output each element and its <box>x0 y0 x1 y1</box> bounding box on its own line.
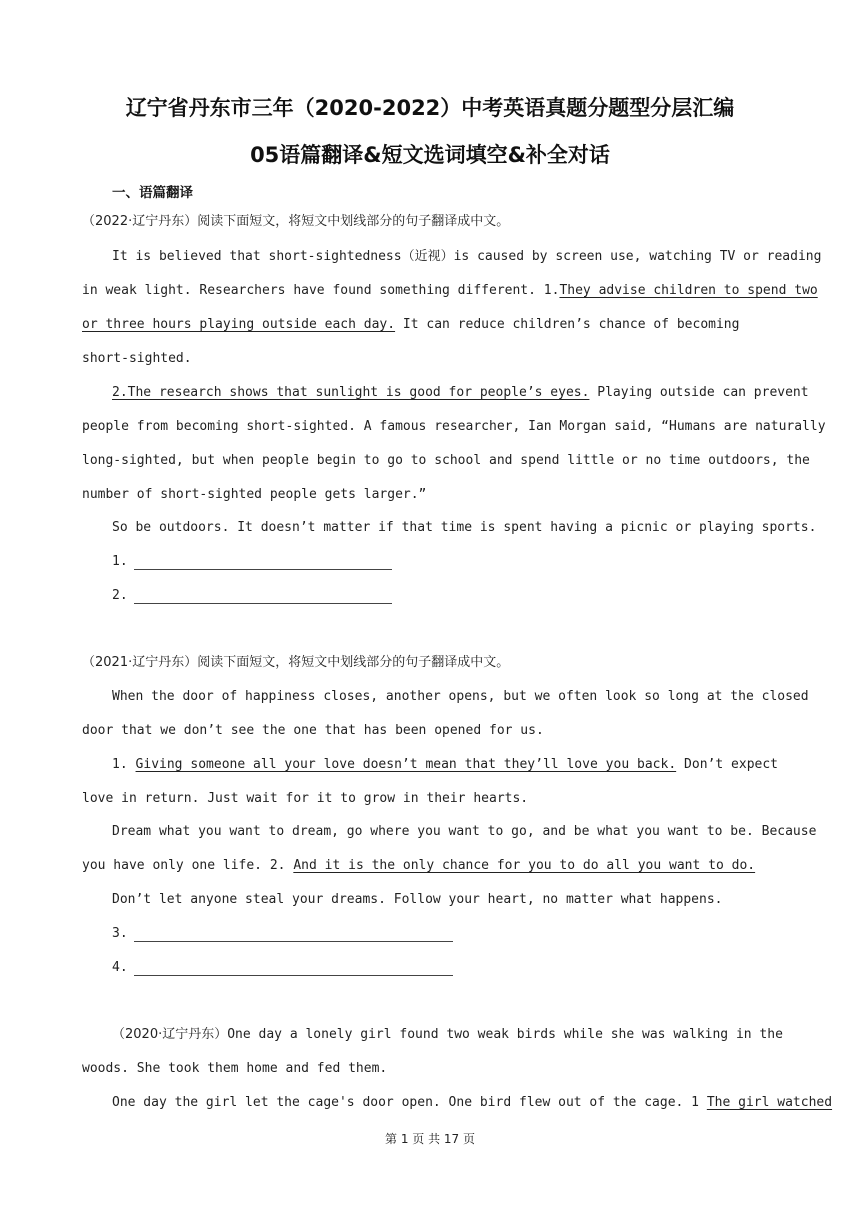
q3-p2-line1 <box>112 1094 833 1112</box>
section-heading: 一、语篇翻译 <box>112 185 193 201</box>
q2-p3-line1: Dream what you want to dream, go where you want to go, and be what you want to be. Because <box>112 824 817 839</box>
document-subtitle: 05语篇翻译&短文选词填空&补全对话 <box>250 143 610 167</box>
q1-underlined-sentence-1a: They advise children to spend two <box>559 283 818 298</box>
q2-p2-line1-text: Don’t expect <box>676 757 779 772</box>
q1-p1-line1: It is believed that short-sightedness（近视）is caused by screen use, watching TV or reading <box>112 249 822 264</box>
page-footer: 第 1 页 共 17 页 <box>385 1132 475 1146</box>
q3-source: （2020·辽宁丹东） <box>112 1027 228 1042</box>
answer-label-1: 1. <box>112 554 128 569</box>
q1-source-line: （2022·辽宁丹东）阅读下面短文，将短文中划线部分的句子翻译成中文。 <box>82 214 510 229</box>
q2-p2-line1 <box>112 756 778 774</box>
answer-label-3: 3. <box>112 926 128 941</box>
q1-underlined-sentence-2: 2.The research shows that sunlight is good for people’s eyes. <box>112 385 590 400</box>
q1-p2-line1-text: Playing outside can prevent <box>589 385 809 400</box>
q1-p1-line2-text: in weak light. Researchers have found something different. 1. <box>82 283 560 298</box>
q1-p1-line4: short-sighted. <box>82 351 192 366</box>
q2-p3-line2 <box>82 857 778 875</box>
q1-p3: So be outdoors. It doesn’t matter if that time is spent having a picnic or playing sports. <box>112 520 817 535</box>
q3-p1-line2: woods. She took them home and fed them. <box>82 1061 388 1076</box>
q2-underlined-sentence-1: Giving someone all your love doesn’t mean that they’ll love you back. <box>135 757 677 772</box>
q1-p2-line2: people from becoming short-sighted. A famous researcher, Ian Morgan said, “Humans are naturally <box>82 419 826 434</box>
q1-p2-line3: long-sighted, but when people begin to go to school and spend little or no time outdoors, the <box>82 453 810 468</box>
q2-p2-line1-num: 1. <box>112 757 136 772</box>
q2-p3-line2-text: you have only one life. 2. <box>82 858 294 873</box>
q2-p2-line2: love in return. Just wait for it to grow in their hearts. <box>82 791 529 806</box>
answer-label-2: 2. <box>112 588 128 603</box>
q1-p2-line1 <box>112 384 809 402</box>
q3-p1-line1-text: One day a lonely girl found two weak birds while she was walking in the <box>227 1027 783 1042</box>
q3-p2-line1-text: One day the girl let the cage's door open. One bird flew out of the cage. 1 <box>112 1095 707 1110</box>
answer-blank-4[interactable] <box>134 975 453 976</box>
q3-underlined-sentence-1: The girl watched <box>706 1095 833 1110</box>
q2-source-line: （2021·辽宁丹东）阅读下面短文，将短文中划线部分的句子翻译成中文。 <box>82 655 510 670</box>
q1-p1-line3-text: It can reduce children’s chance of becoming <box>395 317 740 332</box>
q1-p1-line2 <box>82 282 818 300</box>
answer-blank-3[interactable] <box>134 941 453 942</box>
q1-underlined-sentence-1b: or three hours playing outside each day. <box>82 317 396 332</box>
q2-p4: Don’t let anyone steal your dreams. Follow your heart, no matter what happens. <box>112 892 723 907</box>
q1-p2-line4: number of short-sighted people gets larger.” <box>82 487 427 502</box>
q3-p1-line1 <box>112 1026 783 1044</box>
q2-p1-line2: door that we don’t see the one that has been opened for us. <box>82 723 544 738</box>
q2-p1-line1: When the door of happiness closes, another opens, but we often look so long at the closed <box>112 689 809 704</box>
answer-label-4: 4. <box>112 960 128 975</box>
answer-blank-2[interactable] <box>134 603 392 604</box>
document-title: 辽宁省丹东市三年（2020-2022）中考英语真题分题型分层汇编 <box>125 96 735 120</box>
q1-p1-line3 <box>82 316 778 334</box>
q2-underlined-sentence-2: And it is the only chance for you to do all you want to do. <box>293 858 756 873</box>
answer-blank-1[interactable] <box>134 569 392 570</box>
